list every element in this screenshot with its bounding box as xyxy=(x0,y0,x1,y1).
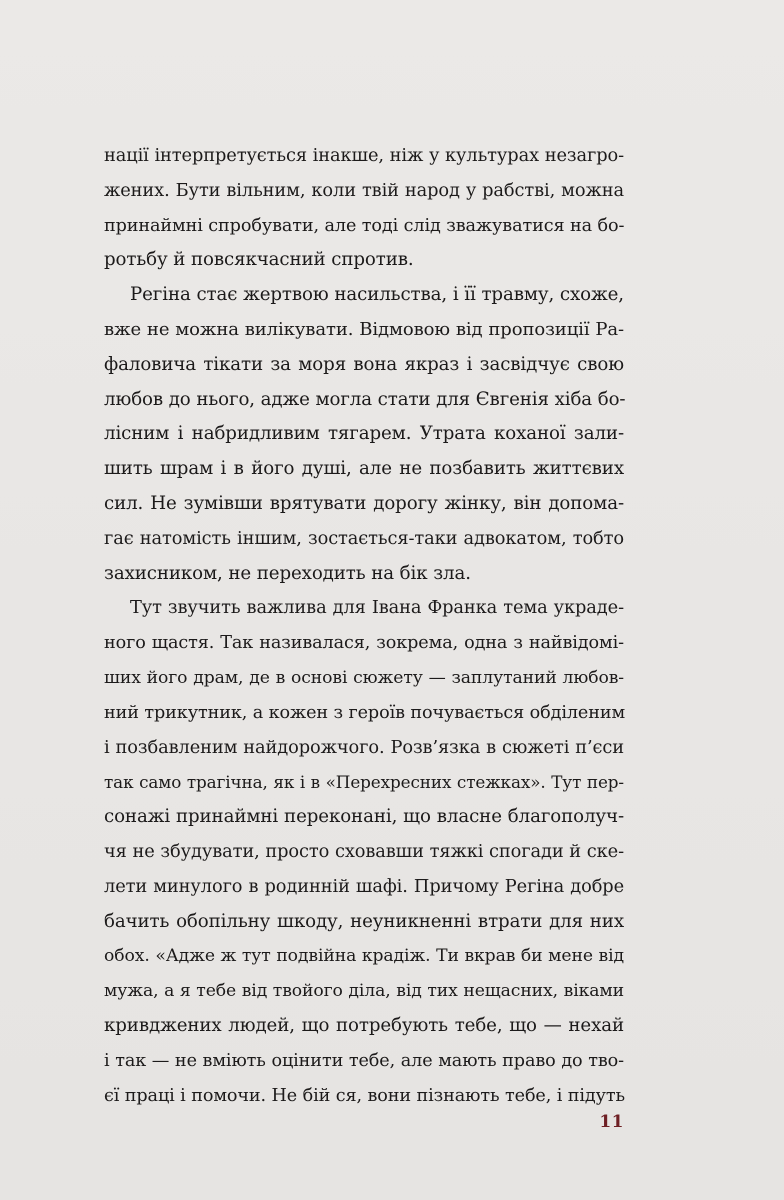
text-line: чя не збудувати, просто сховавши тяжкі спогади й ске- xyxy=(104,840,624,862)
text-line: ротьбу й повсякчасний спротив. xyxy=(104,249,414,271)
text-line: шить шрам і в його душі, але не позбавить життєвих xyxy=(104,458,624,480)
text-line: так само трагічна, як і в «Перехресних стежках». Тут пер- xyxy=(104,772,624,793)
text-line: і так — не вміють оцінити тебе, але мають право до тво- xyxy=(104,1050,624,1071)
text-line: і позбавленим найдорожчого. Розв’язка в сюжеті п’єси xyxy=(104,736,624,758)
text-line: сонажі принаймні переконані, що власне благополуч- xyxy=(104,806,624,828)
text-line: бачить обопільну шкоду, неуникненні втрати для них xyxy=(104,910,624,932)
text-line: ний трикутник, а кожен з героїв почувається обділеним xyxy=(104,702,626,723)
text-line: ного щастя. Так називалася, зокрема, одна з найвідомі- xyxy=(104,633,624,654)
text-line: жених. Бути вільним, коли твій народ у рабстві, можна xyxy=(104,179,624,201)
text-line: нації інтерпретується інакше, ніж у культурах незагро- xyxy=(104,145,624,166)
text-line: Тут звучить важлива для Івана Франка тема украде- xyxy=(130,597,624,619)
text-line: вже не можна вилікувати. Відмовою від пропозиції Ра- xyxy=(104,318,624,340)
text-line: лісним і набридливим тягарем. Утрата коханої зали- xyxy=(104,423,624,445)
body-text xyxy=(104,139,624,1113)
text-line: сил. Не зумівши врятувати дорогу жінку, він допома- xyxy=(104,492,624,514)
text-line: Регіна стає жертвою насильства, і її травму, схоже, xyxy=(130,284,624,306)
text-line: принаймні спробувати, але тоді слід зважуватися на бо- xyxy=(104,215,625,236)
text-line: фаловича тікати за моря вона якраз і засвідчує свою xyxy=(104,353,624,375)
text-line: обох. «Адже ж тут подвійна крадіж. Ти вкрав би мене від xyxy=(104,946,624,967)
text-line: мужа, а я тебе від твойого діла, від тих нещасних, віками xyxy=(104,981,624,1002)
text-line: ших його драм, де в основі сюжету — заплутаний любов- xyxy=(104,667,624,688)
text-line: кривджених людей, що потребують тебе, що — нехай xyxy=(104,1014,624,1036)
text-line: гає натомість іншим, зостається-таки адвокатом, тобто xyxy=(104,527,624,549)
text-line: лети минулого в родинній шафі. Причому Регіна добре xyxy=(104,875,624,897)
page-number: 11 xyxy=(599,1112,624,1132)
text-line: єї праці і помочи. Не бій ся, вони пізнають тебе, і підуть xyxy=(104,1085,625,1106)
text-line: любов до нього, адже могла стати для Євгенія хіба бо- xyxy=(104,388,626,410)
text-line: захисником, не переходить на бік зла. xyxy=(104,562,471,584)
